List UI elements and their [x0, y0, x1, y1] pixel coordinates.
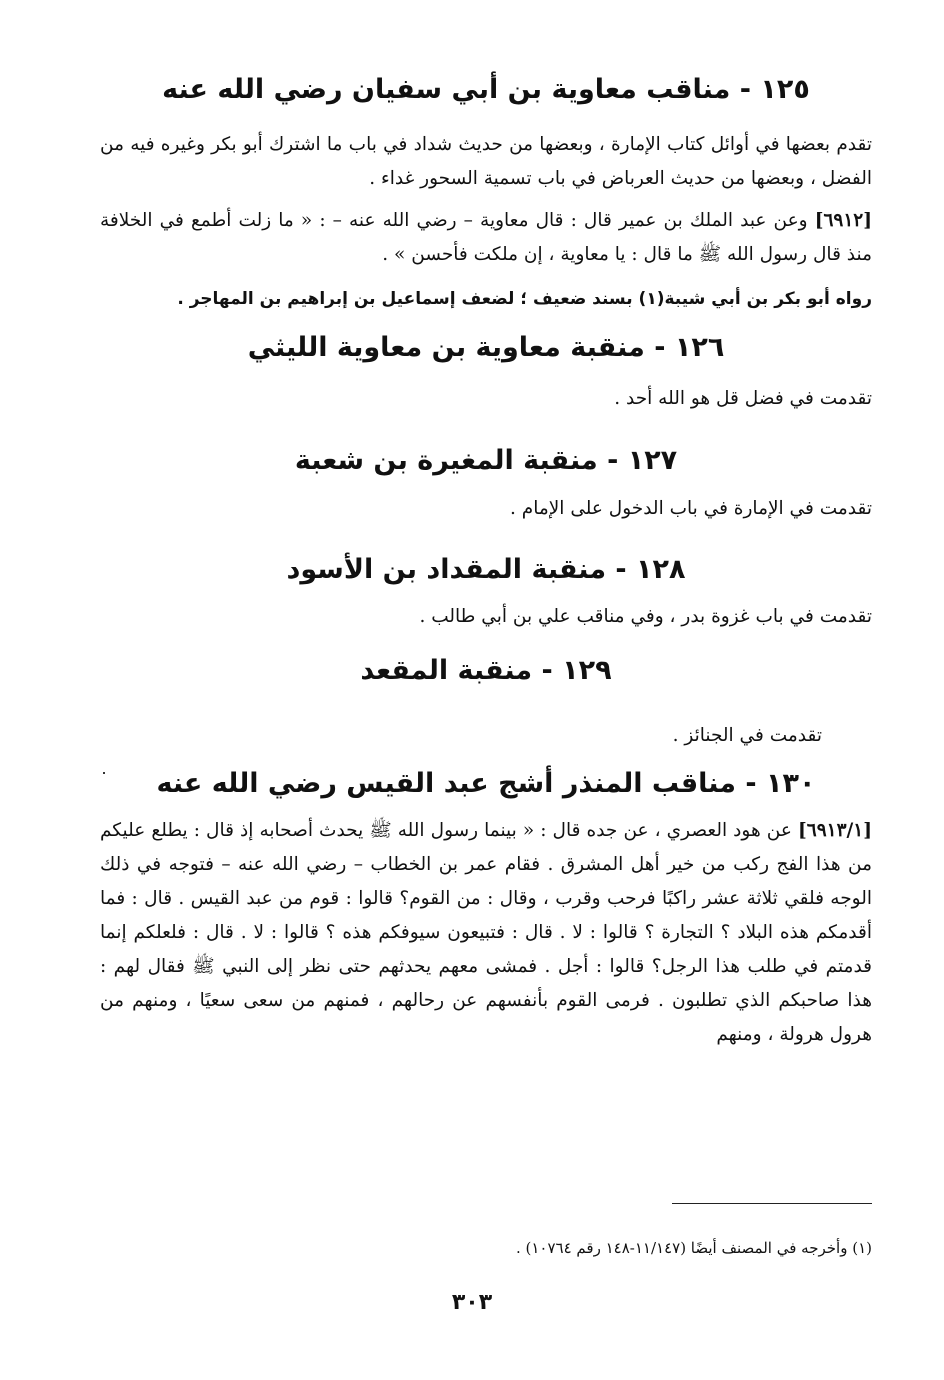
- hadith-grading: رواه أبو بكر بن أبي شيبة(١) بسند ضعيف ؛ لضعف إسماعيل بن إبراهيم بن المهاجر .: [177, 289, 872, 309]
- section-125-heading: ١٢٥ - مناقب معاوية بن أبي سفيان رضي الله عنه: [162, 74, 810, 105]
- hadith-text: عن هود العصري ، عن جده قال : « بينما رسول الله ﷺ يحدث أصحابه إذ قال : يطلع عليكم من هذا الفج ركب من خير أهل المشرق . فقام عمر بن الخطاب – رضي الله عنه – فتوجه في ذلك الوجه فلقي ثلاثة عشر راكبًا فرحب وقرب ، وقال : من القوم؟ قالوا : قوم من عبد القيس . قال : فما أقدمكم هذه البلاد ؟ التجارة ؟ قالوا : لا . قال : فتبيعون سيوفكم هذه ؟ قالوا : لا . قال : فلعلكم إنما قدمتم في طلب هذا الرجل؟ قالوا : أجل . فمشى معهم يحدثهم حتى نظر إلى النبي ﷺ فقال لهم : هذا صاحبكم الذي تطلبون . فرمى القوم بأنفسهم عن رحالهم ، فمنهم من سعى سعيًا ، ومنهم من هرول هرولة ، ومنهم: [100, 820, 872, 1045]
- section-127-intro: تقدمت في الإمارة في باب الدخول على الإمام .: [509, 498, 872, 519]
- section-126-intro: تقدمت في فضل قل هو الله أحد .: [614, 388, 872, 409]
- section-128-heading: ١٢٨ - منقبة المقداد بن الأسود: [286, 554, 686, 585]
- section-130-heading: ١٣٠ - مناقب المنذر أشج عبد القيس رضي الله عنه: [156, 768, 816, 799]
- section-129-intro: تقدمت في الجنائز .: [672, 725, 822, 746]
- hadith-6912: [100, 204, 872, 274]
- page-body: [100, 70, 872, 1052]
- footnote-1: (١) وأخرجه في المصنف أيضًا (١١/١٤٧-١٤٨ رقم ١٠٧٦٤) .: [515, 1239, 872, 1257]
- hadith-number: [٦٩١٢]: [814, 210, 872, 231]
- section-129-heading: ١٢٩ - منقبة المقعد: [360, 655, 612, 686]
- margin-speck: [103, 772, 105, 774]
- hadith-text: وعن عبد الملك بن عمير قال : قال معاوية – رضي الله عنه – : « ما زلت أطمع في الخلافة منذ قال رسول الله ﷺ ما قال : يا معاوية ، إن ملكت فأحسن » .: [100, 210, 872, 265]
- hadith-number: [٦٩١٣/١]: [798, 820, 872, 841]
- section-126-heading: ١٢٦ - منقبة معاوية بن معاوية الليثي: [247, 332, 725, 363]
- section-127-heading: ١٢٧ - منقبة المغيرة بن شعبة: [294, 445, 678, 476]
- footnote-separator: [672, 1203, 872, 1204]
- section-125-intro: تقدم بعضها في أوائل كتاب الإمارة ، وبعضها من حديث شداد في باب ما اشترك أبو بكر وغيره فيه من الفضل ، وبعضها من حديث العرباض في باب تسمية السحور غداء .: [100, 134, 872, 189]
- hadith-6913-1: [100, 814, 872, 1052]
- section-128-intro: تقدمت في باب غزوة بدر ، وفي مناقب علي بن أبي طالب .: [419, 606, 872, 627]
- page-number: ٣٠٣: [451, 1290, 493, 1315]
